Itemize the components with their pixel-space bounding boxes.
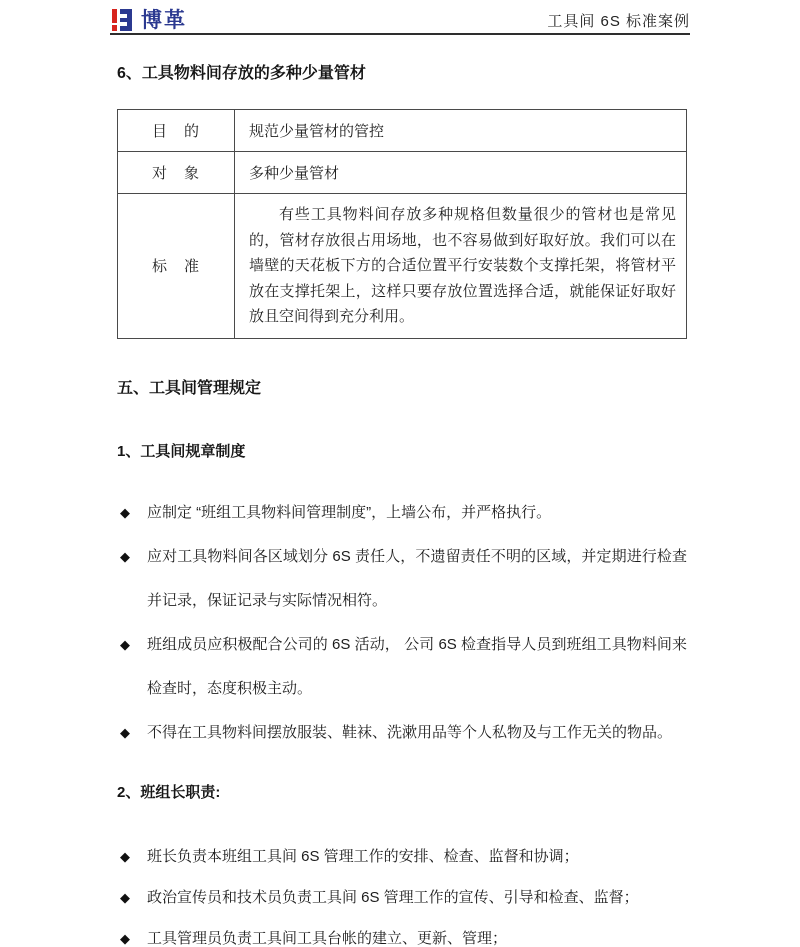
logo-mark-icon <box>110 7 136 33</box>
bullet-text: 班组成员应积极配合公司的 6S 活动， 公司 6S 检查指导人员到班组工具物料间来检查时，态度积极主动。 <box>147 635 687 697</box>
row-label-standard: 标 准 <box>118 194 235 339</box>
diamond-bullet-icon: ◆ <box>120 548 130 564</box>
section6-heading: 6、工具物料间存放的多种少量管材 <box>117 65 366 82</box>
diamond-bullet-icon: ◆ <box>120 504 130 520</box>
table-row <box>118 194 687 339</box>
list-item <box>120 836 687 877</box>
list-item <box>120 918 687 947</box>
table-row <box>118 152 687 194</box>
row-value-object: 多种少量管材 <box>235 152 687 194</box>
row-label-object: 对 象 <box>118 152 235 194</box>
list-item <box>120 877 687 918</box>
row-value-standard <box>235 194 687 339</box>
sub1-heading: 1、工具间规章制度 <box>117 442 246 460</box>
section5-heading: 五、工具间管理规定 <box>117 379 262 397</box>
list-item <box>120 491 687 535</box>
table-row <box>118 110 687 152</box>
diamond-bullet-icon: ◆ <box>120 889 130 905</box>
bullet-text: 应制定 “班组工具物料间管理制度”，上墙公布，并严格执行。 <box>147 503 552 521</box>
diamond-bullet-icon: ◆ <box>120 724 130 740</box>
bullet-text: 政治宣传员和技术员负责工具间 6S 管理工作的宣传、引导和检查、监督； <box>147 888 639 906</box>
row-label-purpose: 目 的 <box>118 110 235 152</box>
diamond-bullet-icon: ◆ <box>120 636 130 652</box>
bullet-text: 不得在工具物料间摆放服装、鞋袜、洗漱用品等个人私物及与工作无关的物品。 <box>147 723 673 741</box>
company-logo <box>110 7 187 33</box>
diamond-bullet-icon: ◆ <box>120 930 130 946</box>
duties-bullet-list <box>120 836 687 947</box>
document-title: 工具间 6S 标准案例 <box>547 12 690 30</box>
rules-bullet-list <box>120 491 687 755</box>
standard-paragraph: 有些工具物料间存放多种规格但数量很少的管材也是常见的，管材存放很占用场地，也不容易做到好取好放。我们可以在墙壁的天花板下方的合适位置平行安装数个支撑托架，将管材平放在支撑托架上，这样只要存放位置选择合适，就能保证好取好放且空间得到充分利用。 <box>249 206 676 325</box>
bullet-text: 应对工具物料间各区域划分 6S 责任人，不遗留责任不明的区域，并定期进行检查并记录，保证记录与实际情况相符。 <box>147 547 687 609</box>
list-item <box>120 623 687 711</box>
page-header <box>110 0 690 35</box>
bullet-text: 工具管理员负责工具间工具台帐的建立、更新、管理； <box>147 929 508 947</box>
row-value-purpose: 规范少量管材的管控 <box>235 110 687 152</box>
list-item <box>120 535 687 623</box>
logo-text: 博革 <box>141 8 187 32</box>
sub2-heading: 2、班组长职责: <box>117 783 221 801</box>
diamond-bullet-icon: ◆ <box>120 848 130 864</box>
list-item <box>120 711 687 755</box>
bullet-text: 班长负责本班组工具间 6S 管理工作的安排、检查、监督和协调； <box>147 847 579 865</box>
spec-table <box>117 109 687 339</box>
